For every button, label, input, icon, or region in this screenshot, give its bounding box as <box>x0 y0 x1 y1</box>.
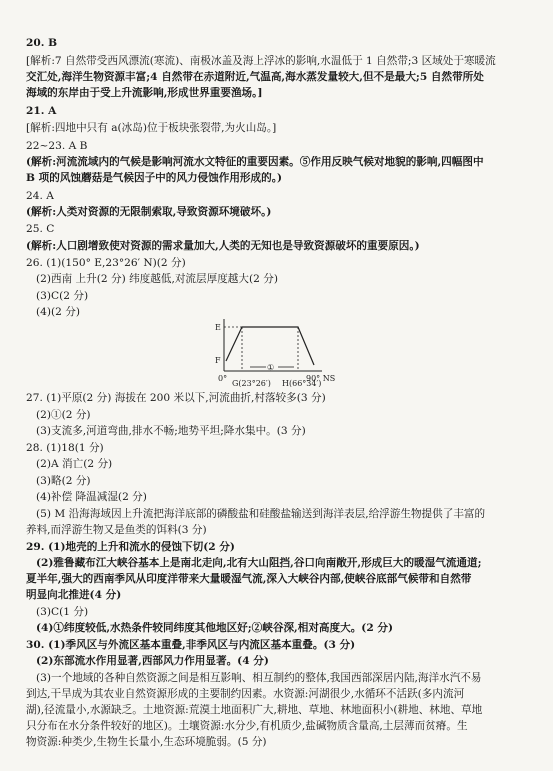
answer-26-2: (2)西南 上升(2 分) 纬度越低,对流层厚度越大(2 分) <box>36 273 278 285</box>
answer-28: 28. (1)18(1 分) <box>26 442 104 454</box>
answer-30-2: (2)东部流水作用显著,西部风力作用显著。(4 分) <box>36 655 269 667</box>
answer-30-3-cont: 湖),径流量小,水源缺乏。土地资源:荒漠土地面积广大,耕地、草地、林地面积小(耕地、林地、草地 <box>26 704 483 716</box>
label-zero: 0° <box>218 374 228 383</box>
label-f: F <box>215 356 221 365</box>
explanation-line: (解析:人类对资源的无限制索取,导致资源环境破坏。) <box>26 206 272 218</box>
answer-26-4: (4)(2 分) <box>36 306 80 318</box>
answer-30-3: (3)一个地域的各种自然资源之间是相互影响、相互制约的整体,我国西部深居内陆,海洋水汽不易 <box>36 672 482 684</box>
answer-29-2: (2)雅鲁藏布江大峡谷基本上是南北走向,北有大山阻挡,谷口向南敞开,形成巨大的暖湿气流通道; <box>36 557 482 569</box>
label-g: G(23°26′) <box>232 379 271 387</box>
answer-21: 21. A <box>26 105 57 117</box>
answer-29-3: (3)C(1 分) <box>36 606 89 618</box>
answer-27-2: (2)①(2 分) <box>36 409 91 421</box>
explanation-line: (解析:河流流域内的气候是影响河流水文特征的重要因素。⑤作用反映气候对地貌的影响,四幅图中 <box>26 156 484 168</box>
answer-30-3-cont: 到达,干旱成为其农业自然资源形成的主要制约因素。水资源:河湖很少,水循环不活跃(多内流河 <box>26 688 465 700</box>
answer-30-3-cont: 只分布在水分条件较好的地区)。土壤资源:水分少,有机质少,盐碱物质含量高,土层薄而贫瘠。生 <box>26 720 468 732</box>
explanation-line: 交汇处,海洋生物资源丰富;4 自然带在赤道附近,气温高,海水蒸发量较大,但不是最大;5 自然带所处 <box>26 71 484 83</box>
explanation-line: [解析:四地中只有 a(冰岛)位于板块张裂带,为火山岛。] <box>26 122 277 134</box>
answer-30-3-cont: 物资源:种类少,生物生长量小,生态环境脆弱。(5 分) <box>26 736 267 748</box>
tropopause-diagram <box>210 315 360 387</box>
answer-26-3: (3)C(2 分) <box>36 290 89 302</box>
answer-28-5-cont: 养料,而浮游生物又是鱼类的饵料(3 分) <box>26 524 207 536</box>
thickness-curve <box>226 327 314 365</box>
label-h: H(66°34′) <box>282 379 322 387</box>
answer-29-2-cont: 夏半年,强大的西南季风从印度洋带来大量暖湿气流,深入大峡谷内部,使峡谷底部气候带和自然带 <box>26 573 472 585</box>
answer-30: 30. (1)季风区与外流区基本重叠,非季风区与内流区基本重叠。(3 分) <box>26 639 356 651</box>
answer-28-2: (2)A 消亡(2 分) <box>36 458 113 470</box>
answer-27: 27. (1)平原(2 分) 海拔在 200 米以下,河流曲折,村落较多(3 分) <box>26 392 326 404</box>
answer-28-5: (5) M 沿海海域因上升流把海洋底部的磷酸盐和硅酸盐输送到海洋表层,给浮游生物提供了丰富的 <box>36 508 486 520</box>
answer-25: 25. C <box>26 223 55 235</box>
answer-27-3: (3)支流多,河道弯曲,排水不畅;地势平坦;降水集中。(3 分) <box>36 425 306 437</box>
label-ns: 90° NS <box>306 374 336 383</box>
answer-20: 20. B <box>26 37 58 49</box>
label-e: E <box>215 323 221 332</box>
explanation-line: 海域的东岸由于受上升流影响,形成世界重要渔场。] <box>26 87 263 99</box>
answer-29: 29. (1)地壳的上升和流水的侵蚀下切(2 分) <box>26 541 235 553</box>
explanation-line: (解析:人口剧增致使对资源的需求量加大,人类的无知也是导致资源破坏的重要原因。) <box>26 240 420 252</box>
answer-29-4: (4)①纬度较低,水热条件较同纬度其他地区好;②峡谷深,相对高度大。(2 分) <box>36 622 393 634</box>
answer-24: 24. A <box>26 190 54 202</box>
explanation-line: B 项的风蚀蘑菇是气候因子中的风力侵蚀作用形成的。) <box>26 172 283 184</box>
label-circle: ① <box>267 363 275 372</box>
answer-28-4: (4)补偿 降温减湿(2 分) <box>36 491 147 503</box>
answer-29-2-cont: 明显向北推进(4 分) <box>26 589 122 601</box>
answer-28-3: (3)略(2 分) <box>36 475 91 487</box>
answer-22-23: 22~23. A B <box>26 140 88 152</box>
answer-26: 26. (1)(150° E,23°26′ N)(2 分) <box>26 257 186 269</box>
explanation-line: [解析:7 自然带受西风漂流(寒流)、南极冰盖及海上浮冰的影响,水温低于 1 自然带;3 区域处于寒暖流 <box>26 55 496 67</box>
